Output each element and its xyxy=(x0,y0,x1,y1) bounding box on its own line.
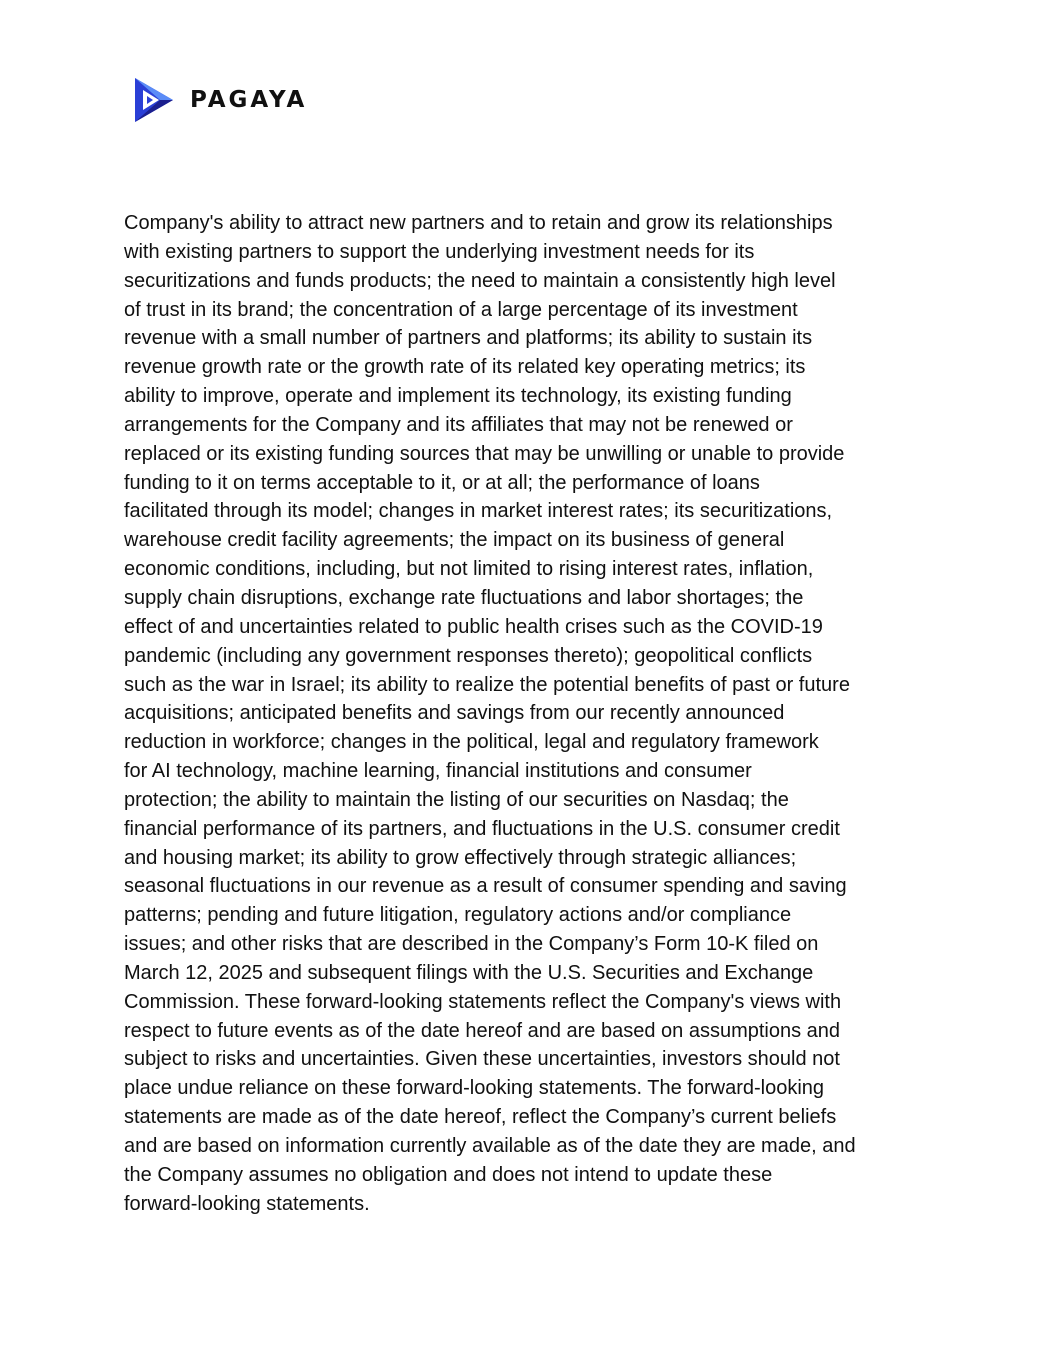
text-line: replaced or its existing funding sources that may be unwilling or unable to provide xyxy=(124,442,845,465)
text-line: for AI technology, machine learning, financial institutions and consumer xyxy=(124,760,752,783)
text-line: and housing market; its ability to grow effectively through strategic alliances; xyxy=(124,846,797,869)
text-line: issues; and other risks that are described in the Company’s Form 10-K filed on xyxy=(124,933,819,956)
text-line: and are based on information currently available as of the date they are made, and xyxy=(124,1135,856,1157)
text-line: effect of and uncertainties related to public health crises such as the COVID-19 xyxy=(124,615,823,638)
brand-name: PAGAYA xyxy=(190,86,308,113)
pagaya-logo-icon xyxy=(133,76,175,124)
text-line: warehouse credit facility agreements; the impact on its business of general xyxy=(124,529,785,552)
text-line: revenue with a small number of partners and platforms; its ability to sustain its xyxy=(124,327,813,350)
forward-looking-statements-text xyxy=(124,209,936,1219)
text-line: forward-looking statements. xyxy=(124,1192,370,1215)
text-line: such as the war in Israel; its ability to realize the potential benefits of past or future xyxy=(124,673,850,696)
text-line: patterns; pending and future litigation, regulatory actions and/or compliance xyxy=(124,904,792,927)
text-line: revenue growth rate or the growth rate of its related key operating metrics; its xyxy=(124,356,806,379)
text-line: reduction in workforce; changes in the political, legal and regulatory framework xyxy=(124,731,819,754)
text-line: ability to improve, operate and implement its technology, its existing funding xyxy=(124,385,792,408)
text-line: with existing partners to support the underlying investment needs for its xyxy=(124,240,755,263)
text-line: Company's ability to attract new partners and to retain and grow its relationships xyxy=(124,212,833,234)
text-line: of trust in its brand; the concentration of a large percentage of its investment xyxy=(124,298,798,321)
text-line: securitizations and funds products; the need to maintain a consistently high level xyxy=(124,269,836,292)
text-line: acquisitions; anticipated benefits and savings from our recently announced xyxy=(124,702,785,725)
text-line: funding to it on terms acceptable to it, or at all; the performance of loans xyxy=(124,471,760,494)
text-line: subject to risks and uncertainties. Given these uncertainties, investors should not xyxy=(124,1048,840,1071)
text-line: protection; the ability to maintain the listing of our securities on Nasdaq; the xyxy=(124,788,789,811)
text-line: supply chain disruptions, exchange rate fluctuations and labor shortages; the xyxy=(124,586,804,609)
text-line: March 12, 2025 and subsequent filings with the U.S. Securities and Exchange xyxy=(124,961,814,984)
text-line: seasonal fluctuations in our revenue as a result of consumer spending and saving xyxy=(124,875,847,898)
text-line: pandemic (including any government responses thereto); geopolitical conflicts xyxy=(124,644,813,667)
text-line: arrangements for the Company and its affiliates that may not be renewed or xyxy=(124,413,793,436)
text-line: Commission. These forward-looking statements reflect the Company's views with xyxy=(124,990,842,1013)
text-line: respect to future events as of the date hereof and are based on assumptions and xyxy=(124,1019,841,1042)
text-line: financial performance of its partners, and fluctuations in the U.S. consumer credit xyxy=(124,817,840,840)
text-line: economic conditions, including, but not limited to rising interest rates, inflation, xyxy=(124,558,814,581)
page-header xyxy=(133,76,307,124)
text-line: facilitated through its model; changes in market interest rates; its securitizations, xyxy=(124,500,833,523)
text-line: statements are made as of the date hereof, reflect the Company’s current beliefs xyxy=(124,1106,837,1129)
text-line: place undue reliance on these forward-looking statements. The forward-looking xyxy=(124,1077,825,1100)
text-line: the Company assumes no obligation and does not intend to update these xyxy=(124,1163,773,1186)
